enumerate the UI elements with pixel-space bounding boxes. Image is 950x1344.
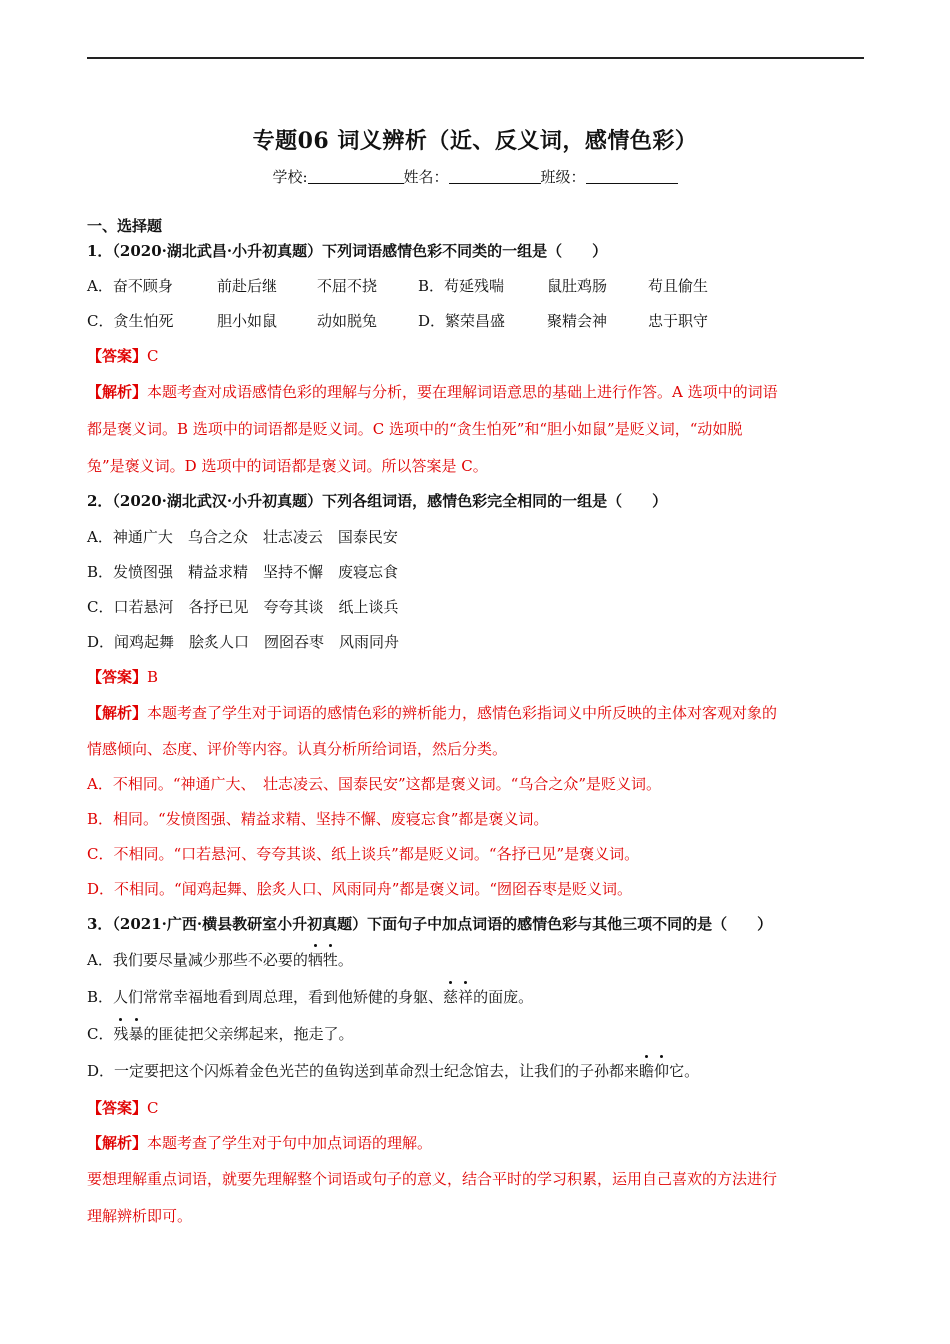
q2-option-d: D．闻鸡起舞 脍炙人口 囫囵吞枣 风雨同舟 [87, 633, 400, 651]
q1-option-b-word3: 苟且偷生 [648, 277, 709, 295]
q2-option-a: A．神通广大 乌合之众 壮志凌云 国泰民安 [87, 528, 398, 546]
q1-analysis-text: 本题考查对成语感情色彩的理解与分析，要在理解词语意思的基础上进行作答。A 选项中的词语 [147, 383, 778, 401]
q3-option-c-text: C． [87, 1025, 114, 1043]
emphasis-dot-char: 残 [113, 1025, 129, 1043]
q3-stem: 3．（2021·广西·横县教研室小升初真题）下面句子中加点词语的感情色彩与其他三项不同的是（ ） [87, 915, 773, 933]
header-rule [87, 57, 864, 59]
q1-option-c-word2: 胆小如鼠 [217, 312, 278, 330]
q2-stem: 2．（2020·湖北武汉·小升初真题）下列各组词语，感情色彩完全相同的一组是（ ） [87, 492, 668, 510]
q3-option-d [87, 1061, 699, 1081]
q3-answer [87, 1098, 159, 1118]
q1-option-d-word2: 聚精会神 [547, 312, 608, 330]
q2-analysis-line [87, 703, 777, 723]
q3-option-b-text: B．人们常常幸福地看到周总理，看到他矫健的身躯、 [87, 988, 444, 1006]
q1-option-b: B．苟延残喘 [418, 277, 505, 295]
q1-analysis-line: 都是褒义词。B 选项中的词语都是贬义词。C 选项中的“贪生怕死”和“胆小如鼠”是贬义词，“动如脱 [87, 420, 743, 438]
q2-answer-value: B [147, 668, 159, 686]
q3-option-b [87, 987, 533, 1007]
analysis-tag: 【解析】 [87, 1134, 148, 1152]
answer-tag: 【答案】 [87, 347, 148, 365]
q1-option-a-word3: 不屈不挠 [317, 277, 378, 295]
q3-analysis-line: 要想理解重点词语，就要先理解整个词语或句子的意义，结合平时的学习积累，运用自己喜欢的方法进行 [87, 1170, 778, 1188]
answer-tag: 【答案】 [87, 668, 148, 686]
q1-answer-value: C [147, 347, 159, 365]
q3-answer-value: C [147, 1099, 159, 1117]
class-blank [586, 169, 678, 184]
q3-analysis-line: 理解辨析即可。 [87, 1207, 193, 1225]
q1-option-a-word2: 前赴后继 [217, 277, 278, 295]
q2-analysis-line: A．不相同。“神通广大、 壮志凌云、国泰民安”这都是褒义词。“乌合之众”是贬义词。 [87, 775, 662, 793]
q2-option-c: C．口若悬河 各抒已见 夸夸其谈 纸上谈兵 [87, 598, 399, 616]
q1-option-d-word3: 忠于职守 [648, 312, 709, 330]
q3-option-c-end: 的匪徒把父亲绑起来，拖走了。 [143, 1025, 354, 1043]
student-info-line [0, 166, 950, 187]
q1-analysis-line: 兔”是褒义词。D 选项中的词语都是褒义词。所以答案是 C。 [87, 457, 488, 475]
q1-options-row1 [87, 276, 867, 296]
q3-analysis-text: 本题考查了学生对于句中加点词语的理解。 [147, 1134, 433, 1152]
q3-option-d-text: D．一定要把这个闪烁着金色光芒的鱼钩送到革命烈士纪念馆去，让我们的子孙都来 [87, 1062, 640, 1080]
q3-option-b-end: 的面庞。 [473, 988, 534, 1006]
analysis-tag: 【解析】 [87, 704, 148, 722]
q1-option-c: C．贪生怕死 [87, 312, 174, 330]
q3-option-d-end: 它。 [669, 1062, 700, 1080]
q1-answer [87, 346, 159, 366]
q1-analysis-line [87, 382, 778, 402]
section-heading: 一、选择题 [87, 217, 163, 235]
q1-option-d: D．繁荣昌盛 [418, 312, 506, 330]
q3-analysis-line [87, 1133, 432, 1153]
q2-answer [87, 667, 158, 687]
q2-option-b: B．发愤图强 精益求精 坚持不懈 废寝忘食 [87, 563, 399, 581]
q1-option-c-word3: 动如脱兔 [317, 312, 378, 330]
q2-analysis-line: D．不相同。“闻鸡起舞、脍炙人口、风雨同舟”都是褒义词。“囫囵吞枣是贬义词。 [87, 880, 633, 898]
q2-analysis-text: 本题考查了学生对于词语的感情色彩的辨析能力，感情色彩指词义中所反映的主体对客观对象的 [147, 704, 778, 722]
emphasis-dot-char: 祥 [458, 988, 474, 1006]
q3-option-a-end: 。 [337, 951, 353, 969]
q2-analysis-line: C．不相同。“口若悬河、夸夸其谈、纸上谈兵”都是贬义词。“各抒已见”是褒义词。 [87, 845, 640, 863]
page-title: 专题06 词义辨析（近、反义词，感情色彩） [252, 128, 698, 154]
q3-option-a-text: A．我们要尽量减少那些不必要的 [87, 951, 308, 969]
q3-option-a [87, 950, 353, 970]
q3-option-c [87, 1024, 354, 1044]
emphasis-dot-char: 瞻 [639, 1062, 655, 1080]
class-label: 班级： [540, 168, 586, 186]
q1-stem: 1．（2020·湖北武昌·小升初真题）下列词语感情色彩不同类的一组是（ ） [87, 242, 608, 260]
q1-options-row2 [87, 311, 867, 331]
answer-tag: 【答案】 [87, 1099, 148, 1117]
emphasis-dot-char: 暴 [128, 1025, 144, 1043]
name-blank [449, 169, 541, 184]
emphasis-dot-char: 牲 [322, 951, 338, 969]
q1-option-a: A．奋不顾身 [87, 277, 173, 295]
emphasis-dot-char: 仰 [654, 1062, 670, 1080]
school-label: 学校: [272, 168, 308, 186]
emphasis-dot-char: 慈 [443, 988, 459, 1006]
emphasis-dot-char: 牺 [307, 951, 323, 969]
q2-analysis-line: B．相同。“发愤图强、精益求精、坚持不懈、废寝忘食”都是褒义词。 [87, 810, 549, 828]
school-blank [308, 169, 404, 184]
q2-analysis-line: 情感倾向、态度、评价等内容。认真分析所给词语，然后分类。 [87, 740, 508, 758]
q1-option-b-word2: 鼠肚鸡肠 [547, 277, 608, 295]
analysis-tag: 【解析】 [87, 383, 148, 401]
name-label: 姓名： [403, 168, 449, 186]
